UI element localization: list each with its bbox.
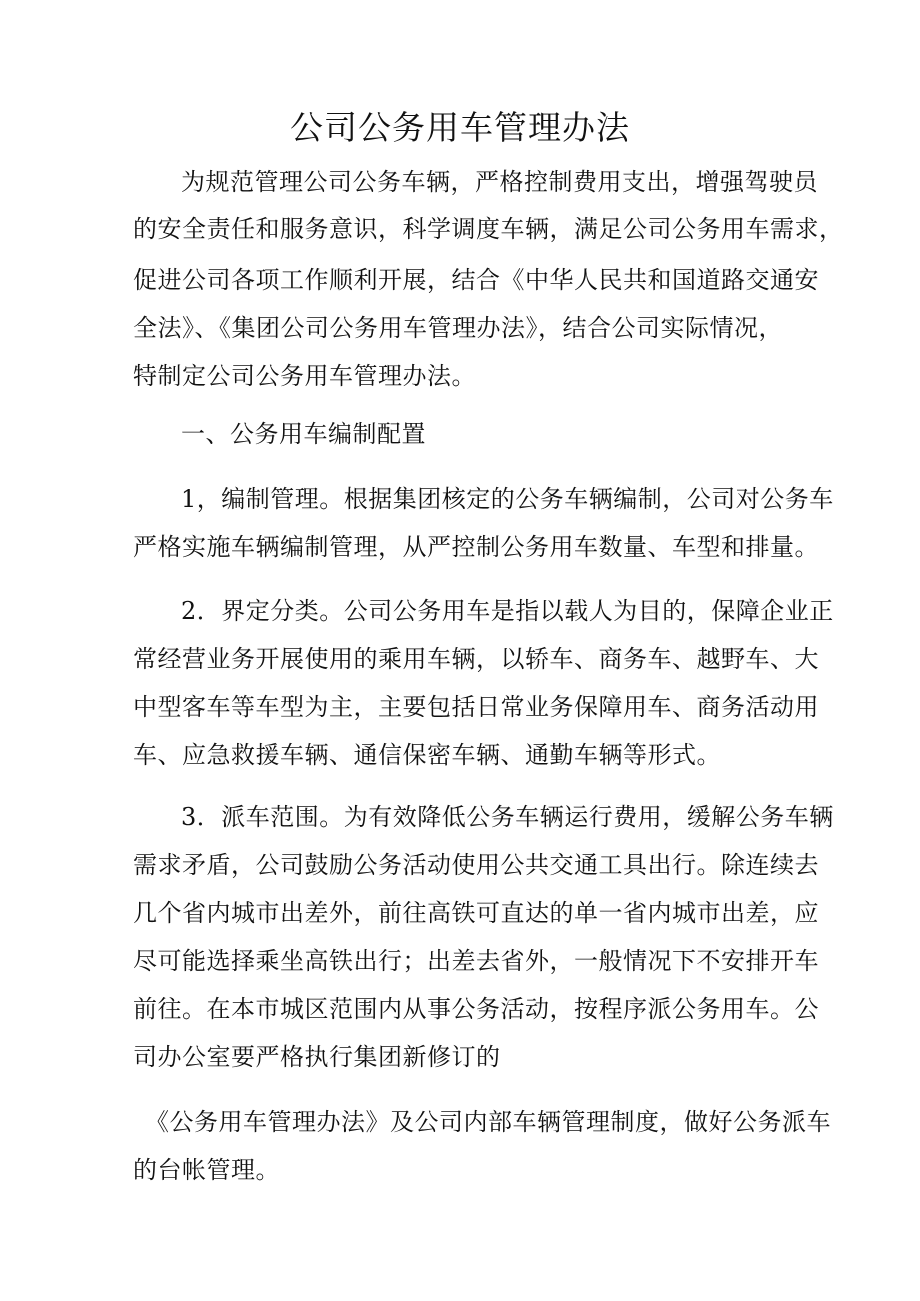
item-2-line: 常经营业务开展使用的乘用车辆，以轿车、商务车、越野车、大 [133,645,819,673]
intro-line: 为规范管理公司公务车辆，严格控制费用支出，增强驾驶员 [181,168,818,196]
item-1-line: 严格实施车辆编制管理，从严控制公务用车数量、车型和排量。 [133,533,819,561]
item-3-line: 3．派车范围。为有效降低公务车辆运行费用，缓解公务车辆 [181,803,834,831]
item-3-line: 几个省内城市出差外，前往高铁可直达的单一省内城市出差，应 [133,899,819,927]
continuation-line: 的台帐管理。 [133,1156,280,1184]
intro-line: 的安全责任和服务意识，科学调度车辆，满足公司公务用车需求， [133,215,844,243]
intro-line: 全法》、《集团公司公务用车管理办法》，结合公司实际情况， [133,314,783,342]
item-3-line: 前往。在本市城区范围内从事公务活动，按程序派公务用车。公 [133,995,819,1023]
section-heading: 一、公务用车编制配置 [181,420,426,448]
item-3-line: 司办公室要严格执行集团新修订的 [133,1043,501,1071]
item-2-line: 2．界定分类。公司公务用车是指以载人为目的，保障企业正 [181,597,834,625]
document-title: 公司公务用车管理办法 [290,108,630,147]
item-2-line: 车、应急救援车辆、通信保密车辆、通勤车辆等形式。 [133,741,721,769]
continuation-line: 《公务用车管理办法》及公司内部车辆管理制度，做好公务派车 [145,1108,831,1136]
item-2-line: 中型客车等车型为主，主要包括日常业务保障用车、商务活动用 [133,693,819,721]
intro-line: 促进公司各项工作顺利开展，结合《中华人民共和国道路交通安 [133,266,819,294]
item-1-line: 1，编制管理。根据集团核定的公务车辆编制，公司对公务车 [181,485,834,513]
item-3-line: 需求矛盾，公司鼓励公务活动使用公共交通工具出行。除连续去 [133,851,819,879]
item-3-line: 尽可能选择乘坐高铁出行；出差去省外，一般情况下不安排开车 [133,947,819,975]
intro-line: 特制定公司公务用车管理办法。 [133,362,476,390]
